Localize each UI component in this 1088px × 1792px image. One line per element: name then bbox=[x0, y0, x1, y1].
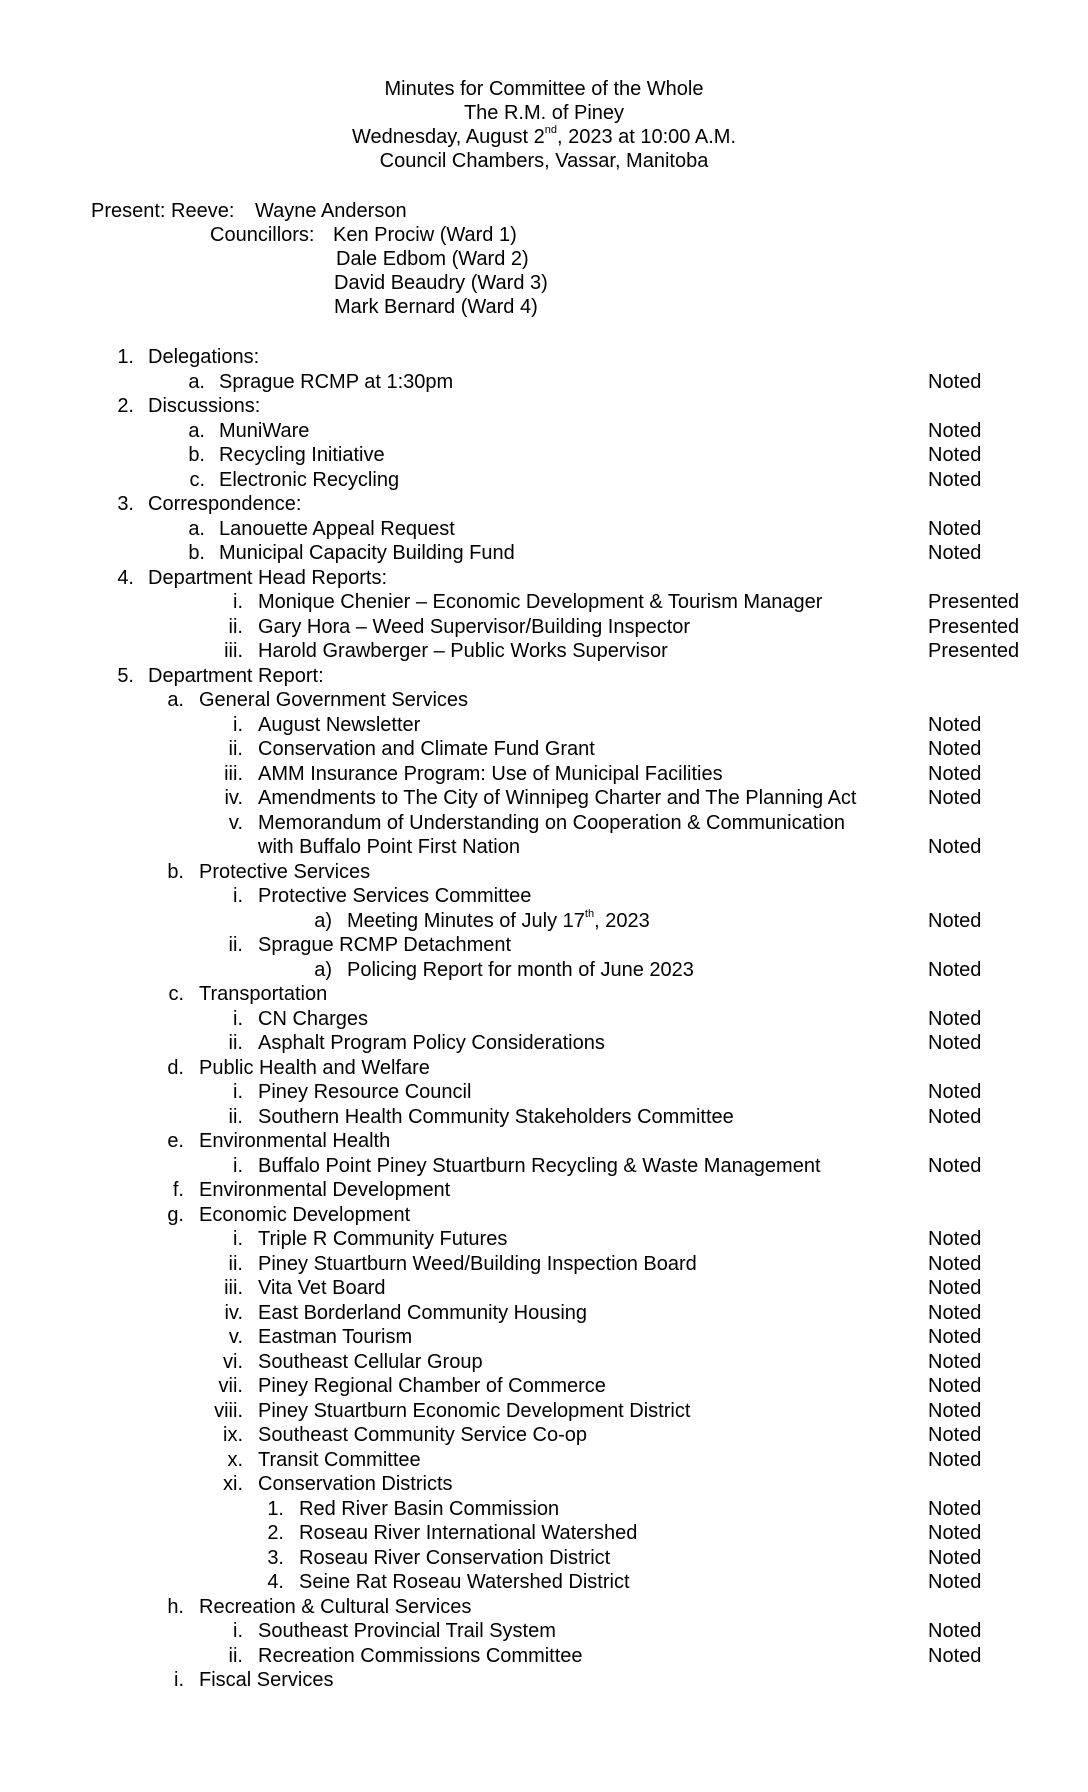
councillor-name: Ken Prociw (Ward 1) bbox=[333, 224, 517, 246]
item-number: b. bbox=[188, 542, 205, 564]
section-title: Correspondence: bbox=[148, 493, 302, 515]
item-number: v. bbox=[228, 812, 243, 834]
agenda-item: Piney Stuartburn Economic Development District bbox=[258, 1400, 691, 1422]
status-label: Noted bbox=[928, 1253, 982, 1275]
agenda-item: August Newsletter bbox=[258, 714, 421, 736]
agenda-item: Eastman Tourism bbox=[258, 1326, 413, 1348]
agenda-item: Meeting Minutes of July 17th, 2023 bbox=[347, 908, 650, 932]
agenda-item: Municipal Capacity Building Fund bbox=[219, 542, 515, 564]
item-number: ii. bbox=[228, 1253, 243, 1275]
status-label: Noted bbox=[928, 518, 982, 540]
agenda-item: Vita Vet Board bbox=[258, 1277, 386, 1299]
agenda-item: Southern Health Community Stakeholders Committee bbox=[258, 1106, 734, 1128]
status-label: Noted bbox=[928, 469, 982, 491]
item-number: a) bbox=[314, 910, 332, 932]
status-label: Noted bbox=[928, 1081, 982, 1103]
section-title: Delegations: bbox=[148, 346, 260, 368]
item-number: i. bbox=[233, 714, 243, 736]
status-label: Presented bbox=[928, 640, 1020, 662]
agenda-item: Electronic Recycling bbox=[219, 469, 400, 491]
reeve-name: Wayne Anderson bbox=[255, 200, 407, 222]
agenda-item: Seine Rat Roseau Watershed District bbox=[299, 1571, 630, 1593]
status-label: Noted bbox=[928, 836, 982, 858]
agenda-item: Policing Report for month of June 2023 bbox=[347, 959, 694, 981]
agenda-item: Transit Committee bbox=[258, 1449, 421, 1471]
status-label: Noted bbox=[928, 1522, 982, 1544]
status-label: Noted bbox=[928, 1498, 982, 1520]
item-number: vi. bbox=[223, 1351, 243, 1373]
status-label: Noted bbox=[928, 1449, 982, 1471]
status-label: Noted bbox=[928, 1155, 982, 1177]
status-label: Noted bbox=[928, 1032, 982, 1054]
agenda-item: Piney Stuartburn Weed/Building Inspection Board bbox=[258, 1253, 697, 1275]
item-number: i. bbox=[233, 1228, 243, 1250]
item-number: a. bbox=[188, 420, 205, 442]
agenda-item-continued: with Buffalo Point First Nation bbox=[258, 836, 520, 858]
status-label: Noted bbox=[928, 1571, 982, 1593]
section-title: Department Head Reports: bbox=[148, 567, 388, 589]
status-label: Noted bbox=[928, 1424, 982, 1446]
subsection-title: Transportation bbox=[199, 983, 328, 1005]
status-label: Noted bbox=[928, 1375, 982, 1397]
agenda-item: Buffalo Point Piney Stuartburn Recycling & Waste Management bbox=[258, 1155, 821, 1177]
item-number: iv. bbox=[224, 787, 243, 809]
agenda-item: Memorandum of Understanding on Cooperation & Communication bbox=[258, 812, 845, 834]
present-label: Present: Reeve: bbox=[91, 200, 235, 222]
agenda-item: Amendments to The City of Winnipeg Charter and The Planning Act bbox=[258, 787, 857, 809]
agenda-item: Piney Regional Chamber of Commerce bbox=[258, 1375, 606, 1397]
item-number: ii. bbox=[228, 1106, 243, 1128]
agenda-item: Conservation and Climate Fund Grant bbox=[258, 738, 595, 760]
status-label: Noted bbox=[928, 959, 982, 981]
item-number: x. bbox=[227, 1449, 243, 1471]
municipality-name: The R.M. of Piney bbox=[463, 102, 625, 124]
item-number: d. bbox=[167, 1057, 184, 1079]
item-number: 2. bbox=[117, 395, 134, 417]
subsection-title: Environmental Health bbox=[199, 1130, 391, 1152]
agenda-item: Recreation Commissions Committee bbox=[258, 1645, 583, 1667]
item-number: ii. bbox=[228, 616, 243, 638]
item-number: 4. bbox=[117, 567, 134, 589]
status-label: Noted bbox=[928, 738, 982, 760]
status-label: Noted bbox=[928, 1351, 982, 1373]
councillor-name: Mark Bernard (Ward 4) bbox=[334, 296, 538, 318]
status-label: Noted bbox=[928, 420, 982, 442]
agenda-item: East Borderland Community Housing bbox=[258, 1302, 588, 1324]
status-label: Presented bbox=[928, 591, 1020, 613]
item-number: h. bbox=[167, 1596, 184, 1618]
item-number: ii. bbox=[228, 1645, 243, 1667]
status-label: Noted bbox=[928, 1645, 982, 1667]
subsection-title: Environmental Development bbox=[199, 1179, 451, 1201]
agenda-item: Southeast Community Service Co-op bbox=[258, 1424, 588, 1446]
meeting-date: Wednesday, August 2nd, 2023 at 10:00 A.M. bbox=[352, 124, 736, 148]
item-number: i. bbox=[233, 1008, 243, 1030]
item-number: 2. bbox=[267, 1522, 284, 1544]
section-title: Department Report: bbox=[148, 665, 324, 687]
item-number: b. bbox=[167, 861, 184, 883]
status-label: Noted bbox=[928, 444, 982, 466]
status-label: Noted bbox=[928, 714, 982, 736]
item-number: c. bbox=[189, 469, 205, 491]
status-label: Noted bbox=[928, 1302, 982, 1324]
subsection-title: Fiscal Services bbox=[199, 1669, 334, 1691]
item-number: 5. bbox=[117, 665, 134, 687]
agenda-item: MuniWare bbox=[219, 420, 310, 442]
item-number: c. bbox=[168, 983, 184, 1005]
item-number: g. bbox=[167, 1204, 184, 1226]
item-number: i. bbox=[233, 1081, 243, 1103]
item-number: iv. bbox=[224, 1302, 243, 1324]
subsection-title: Recreation & Cultural Services bbox=[199, 1596, 472, 1618]
agenda-item: Recycling Initiative bbox=[219, 444, 385, 466]
agenda-item: Harold Grawberger – Public Works Supervisor bbox=[258, 640, 668, 662]
agenda-item: Red River Basin Commission bbox=[299, 1498, 560, 1520]
item-number: a. bbox=[188, 518, 205, 540]
item-number: ii. bbox=[228, 1032, 243, 1054]
item-number: viii. bbox=[214, 1400, 243, 1422]
item-number: xi. bbox=[223, 1473, 243, 1495]
item-number: a) bbox=[314, 959, 332, 981]
status-label: Noted bbox=[928, 1008, 982, 1030]
item-number: 1. bbox=[117, 346, 134, 368]
item-number: a. bbox=[167, 689, 184, 711]
agenda-item: Gary Hora – Weed Supervisor/Building Inspector bbox=[258, 616, 691, 638]
subsection-title: Economic Development bbox=[199, 1204, 411, 1226]
councillors-label: Councillors: bbox=[210, 224, 315, 246]
councillor-name: David Beaudry (Ward 3) bbox=[334, 272, 548, 294]
meeting-location: Council Chambers, Vassar, Manitoba bbox=[379, 150, 709, 172]
agenda-item: Southeast Cellular Group bbox=[258, 1351, 483, 1373]
item-number: 3. bbox=[117, 493, 134, 515]
status-label: Noted bbox=[928, 1326, 982, 1348]
subsection-title: Protective Services bbox=[199, 861, 371, 883]
status-label: Noted bbox=[928, 542, 982, 564]
item-number: ii. bbox=[228, 934, 243, 956]
item-number: a. bbox=[188, 371, 205, 393]
item-number: i. bbox=[233, 1155, 243, 1177]
status-label: Noted bbox=[928, 371, 982, 393]
item-number: f. bbox=[172, 1179, 184, 1201]
status-label: Noted bbox=[928, 1400, 982, 1422]
item-number: vii. bbox=[218, 1375, 243, 1397]
status-label: Noted bbox=[928, 787, 982, 809]
item-number: 3. bbox=[267, 1547, 284, 1569]
item-number: ii. bbox=[228, 738, 243, 760]
item-number: i. bbox=[233, 591, 243, 613]
document-title: Minutes for Committee of the Whole bbox=[384, 78, 704, 100]
status-label: Noted bbox=[928, 1277, 982, 1299]
item-number: b. bbox=[188, 444, 205, 466]
item-number: i. bbox=[174, 1669, 184, 1691]
agenda-item: Southeast Provincial Trail System bbox=[258, 1620, 556, 1642]
item-number: i. bbox=[233, 1620, 243, 1642]
item-number: 1. bbox=[267, 1498, 284, 1520]
subsection-title: Public Health and Welfare bbox=[199, 1057, 430, 1079]
agenda-item: Piney Resource Council bbox=[258, 1081, 472, 1103]
status-label: Noted bbox=[928, 910, 982, 932]
agenda-item: Roseau River International Watershed bbox=[299, 1522, 638, 1544]
agenda-item: Sprague RCMP at 1:30pm bbox=[219, 371, 454, 393]
item-number: 4. bbox=[267, 1571, 284, 1593]
status-label: Noted bbox=[928, 1228, 982, 1250]
item-number: iii. bbox=[224, 763, 243, 785]
councillor-name: Dale Edbom (Ward 2) bbox=[336, 248, 529, 270]
agenda-item: Sprague RCMP Detachment bbox=[258, 934, 512, 956]
status-label: Noted bbox=[928, 1620, 982, 1642]
agenda-item: Asphalt Program Policy Considerations bbox=[258, 1032, 605, 1054]
item-number: iii. bbox=[224, 1277, 243, 1299]
agenda-item: Roseau River Conservation District bbox=[299, 1547, 611, 1569]
subsection-title: General Government Services bbox=[199, 689, 469, 711]
status-label: Presented bbox=[928, 616, 1020, 638]
section-title: Discussions: bbox=[148, 395, 261, 417]
agenda-item: AMM Insurance Program: Use of Municipal Facilities bbox=[258, 763, 723, 785]
agenda-item: Triple R Community Futures bbox=[258, 1228, 508, 1250]
item-number: iii. bbox=[224, 640, 243, 662]
item-number: ix. bbox=[223, 1424, 243, 1446]
item-number: e. bbox=[167, 1130, 184, 1152]
status-label: Noted bbox=[928, 763, 982, 785]
agenda-item: Monique Chenier – Economic Development & Tourism Manager bbox=[258, 591, 823, 613]
agenda-item: Conservation Districts bbox=[258, 1473, 453, 1495]
item-number: v. bbox=[228, 1326, 243, 1348]
status-label: Noted bbox=[928, 1106, 982, 1128]
agenda-item: Protective Services Committee bbox=[258, 885, 532, 907]
agenda-item: Lanouette Appeal Request bbox=[219, 518, 455, 540]
agenda-item: CN Charges bbox=[258, 1008, 369, 1030]
status-label: Noted bbox=[928, 1547, 982, 1569]
item-number: i. bbox=[233, 885, 243, 907]
